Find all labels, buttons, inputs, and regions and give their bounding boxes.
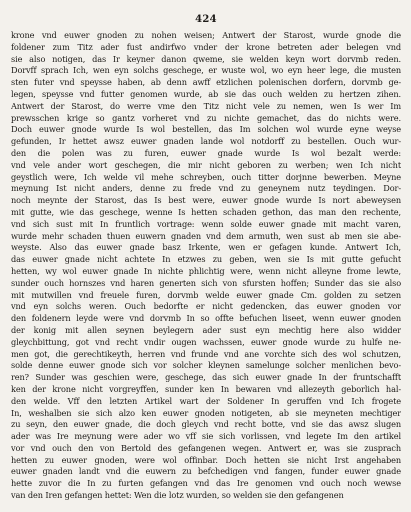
text-line: mit gutte, wie das geschege, wenne Is hetten schaden gethon, das man den rechente, <box>11 206 401 217</box>
text-line: der konig mit allen seynen beylegern ader sust eyn mechtig here also widder <box>11 324 401 335</box>
text-line: prewsschen krige so gantz vorheret vnd zu nichte gemachet, das do nichts were. <box>11 112 401 123</box>
text-line: men got, die gerechtikeyth, herren vnd frunde vnd ane vorchte sich des wol schutzen, <box>11 348 401 359</box>
text-line: zu seyn, den euwer gnade, die doch gleych vnd recht botte, vnd sie das awsz slugen <box>11 419 401 430</box>
text-line: sten futer vnd speysse haben, ab denn awff etzlichen polenischen dorfern, dorvmb ge- <box>11 77 401 88</box>
text-line: sunder ouch hornszes vnd haren generten sich von sfursten hoffen; Sunder das sie also <box>11 277 401 288</box>
text-line: meynung Ist nicht anders, denne zu frede vnd zu geneynem nutz teydingen. Dor- <box>11 183 401 194</box>
text-line: vor vnd ouch den von Bertold des gefangenen wegen. Antwert er, was sie zusprach <box>11 442 401 453</box>
text-line: vnd sich sust mit In fruntlich vortrage: wenn solde euwer gnade mit macht varen, <box>11 218 401 229</box>
text-line: Doch euwer gnode wurde Is wol bestellen, das Im solchen wol wurde eyne weyse <box>11 124 401 135</box>
text-line: geystlich were, Ich welde vil mehe schreyben, ouch titter dorjnne bewerben. Meyne <box>11 171 401 182</box>
text-line: ren? Sunder was geschien were, geschege, das sich euwer gnade In der fruntschafft <box>11 372 401 383</box>
text-line: foldener zum Titz ader fust andirfwo vnder der krone betreten ader belegen vnd <box>11 41 401 52</box>
text-line: Dorvff sprach Ich, wen eyn solchs geschege, er wuste wol, wo eyn heer lege, die musten <box>11 65 401 76</box>
text-line: vnd eyn solchs weren. Ouch bedorfte er nicht gedencken, das euwer gnoden vor <box>11 301 401 312</box>
text-line: gleychbittung, got vnd recht vndir ougen wachssen, euwer gnode wurde zu hulfe ne- <box>11 336 401 347</box>
text-line: mit mutwillen vnd freuele furen, dorvmb welde euwer gnade Cm. golden zu setzen <box>11 289 401 300</box>
page-number: 424 <box>195 14 217 25</box>
text-line: Antwert der Starost, do werre vme den Titz nicht vele zu nemen, wen Is wer Im <box>11 100 401 111</box>
body-text <box>11 30 401 502</box>
text-line: van den Iren gefangen hettet: Wen die lotz wurden, so welden sie den gefangenen <box>11 490 344 501</box>
text-line: legen, speysse vnd futter genomen wurde, ab sie das ouch welden zu hertzen zihen. <box>11 88 401 99</box>
text-line: weyste. Also das euwer gnade basz Irkente, wen er gefagen kunde. Antwert Ich, <box>11 242 401 253</box>
text-line: noch meynte der Starost, das Is best were, euwer gnode wurde Is nort abeweysen <box>11 195 401 206</box>
text-line: den welde. Vff den letzten Artikel wart der Soldener In geruffen vnd Ich frogete <box>11 395 401 406</box>
text-line: den die polen was zu furen, euwer gnade wurde Is wol bezalt werde: <box>11 147 401 158</box>
text-line: solde denne euwer gnode sich vor solcher kleynen samelunge solcher menlichen bevo- <box>11 360 401 371</box>
text-line: In, weshalben sie sich alzo ken euwer gnoden notigeten, ab sie meyneten mechtiger <box>11 407 401 418</box>
text-line: das euwer gnade nicht achtete In etzwes zu geben, wen sie Is mit gutte gefucht <box>11 254 401 265</box>
text-line: euwer gnaden landt vnd die euwern zu befchedigen vnd fangen, funder euwer gnade <box>11 466 401 477</box>
text-line: gefunden, Ir hettet awsz euwer gnaden lande wol notdorff zu bestellen. Ouch wur- <box>11 136 401 147</box>
text-line: sie also notigen, das Ir keyner danon qweme, sie welden keyn wort dorvmb reden. <box>11 53 401 64</box>
text-line: den foldenern leyde were vnd dorvmb In so offte befuchen liseet, wenn euwer gnoden <box>11 313 401 324</box>
text-line: ader was Ire meynung were ader wo vff sie sich vorlissen, vnd legete Im den artikel <box>11 431 401 442</box>
text-line: wurde mehr schaden thuen euwern gnaden vnd dem armuth, wen sust ab men sie abe- <box>11 230 401 241</box>
text-line: ken der krone nicht vorgreyffen, sunder ken In bewaren vnd allezeyth geborlich hal- <box>11 383 401 394</box>
text-line: krone vnd euwer gnoden zu nohen weisen; Antwert der Starost, wurde gnode die <box>11 30 401 40</box>
text-line: hette zuvor die In zu furten gefangen vnd das Ire genomen vnd ouch noch wewse <box>11 478 401 489</box>
text-line: vnd vele ander wort geschegen, die mir nicht geboren zu werben; wen Ich nicht <box>11 159 401 170</box>
text-line: hetten, wy wol euwer gnade In nichte phlichtig were, wenn nicht alleyne frome lewte, <box>11 265 401 276</box>
text-line: hetten zu euwer gnoden, were wol offinbar. Doch hetten sie nicht Irst angehaben <box>11 454 401 465</box>
